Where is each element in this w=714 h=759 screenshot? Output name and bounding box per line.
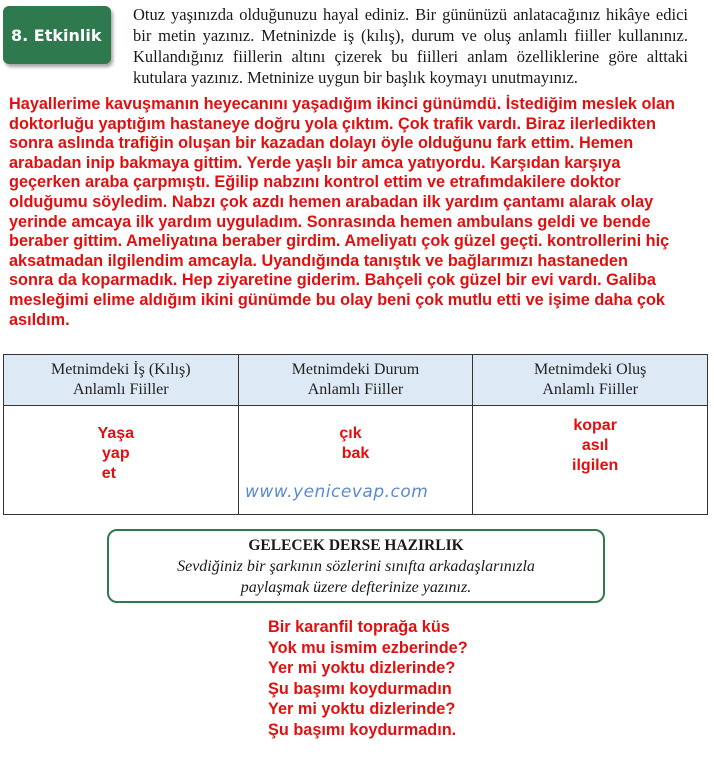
song-line: Şu başımı koydurmadın: [268, 679, 452, 698]
activity-label: 8. Etkinlik: [11, 25, 102, 45]
verb-item: kopar: [573, 417, 617, 434]
story-line: beraber gittim. Ameliyatına beraber girdim. Ameliyatı çok güzel geçti. kontrollerini hiç: [9, 232, 670, 251]
header-state-verbs: Metnimdeki Durum Anlamlı Fiiller: [238, 355, 473, 406]
prep-title: GELECEK DERSE HAZIRLIK: [248, 537, 464, 554]
prep-line: Sevdiğiniz bir şarkının sözlerini sınıfta arkadaşlarınızla: [177, 558, 535, 575]
song-line: Bir karanfil toprağa küs: [268, 618, 450, 636]
song-line: Şu başımı koydurmadın.: [268, 720, 457, 739]
header-action-verbs: Metnimdeki İş (Kılış) Anlamlı Fiiller: [4, 355, 239, 406]
story-line: yerinde amcaya ilk yardım uyguladım. Sonrasında hemen ambulans geldi ve bende: [9, 212, 651, 231]
prep-line: paylaşmak üzere defterinize yazınız.: [240, 579, 472, 596]
song-line: Yok mu ismim ezberinde?: [268, 638, 468, 657]
verb-item: et: [101, 465, 116, 482]
story-line: geçerken araba çarpmıştı. Eğilip nabzını kontrol ettim ve etrafımdakilere doktor: [9, 173, 621, 192]
verb-item: asıl: [581, 437, 609, 454]
story-line: arabadan inip bakmaya gittim. Yerde yaşlı bir amca yatıyordu. Karşıdan karşıya: [9, 153, 621, 172]
story-line: doktorluğu yaptığım hastaneye doğru yola çıktım. Çok trafik vardı. Biraz ilerledikten: [9, 114, 656, 133]
watermark: www.yenicevap.com: [245, 482, 429, 502]
verb-item: Yaşa: [97, 425, 135, 442]
verb-item: ilgilen: [572, 457, 619, 474]
story-line: mesleğimi elime aldığım ikini günümde bu olay beni çok mutlu etti ve işime daha çok: [9, 290, 665, 309]
song-line: Yer mi yoktu dizlerinde?: [268, 659, 456, 677]
verb-item: çık: [339, 425, 362, 442]
story-line: sonra aslında trafiğin oluşan bir kazadan dolayı öyle olduğunu fark ettim. Hemen: [9, 134, 634, 153]
song-lyrics: [268, 617, 468, 740]
verb-item: yap: [102, 445, 130, 462]
story-line: sonra da koparmadık. Hep ziyaretine giderim. Bahçeli çok güzel bir evi vardı. Galiba: [9, 271, 656, 290]
header-process-verbs: Metnimdeki Oluş Anlamlı Fiiller: [473, 355, 708, 406]
prep-box: [107, 529, 605, 603]
instruction-text: Otuz yaşınızda olduğunuzu hayal ediniz. Bir gününüzü anlatacağınız hikâye edici bir metin yazınız. Metninizde iş (kılış), durum ve oluş anlamlı fiiller kullanınız. Kullandığınız fiillerin altını çizerek bu fiilleri anlam özelliklerine göre alttaki kutulara yazınız. Metninize uygun bir başlık koymayı unutmayınız.: [133, 5, 688, 87]
cell-process-verbs: [473, 406, 708, 515]
story-line: asıldım.: [9, 310, 70, 329]
verb-item: bak: [341, 445, 370, 462]
story-line: aksatmadan ilgilendim amcayla. Uyandığında tanıştık ve bağlarımızı hastaneden: [9, 251, 628, 270]
story-line: Hayallerime kavuşmanın heyecanını yaşadığım ikinci günümdü. İstediğim meslek olan: [9, 95, 675, 113]
story-text: [9, 95, 709, 330]
cell-action-verbs: [4, 406, 239, 515]
activity-badge: [3, 6, 111, 64]
song-line: Yer mi yoktu dizlerinde?: [268, 700, 456, 718]
story-line: olduğumu söyledim. Nabzı çok azdı hemen arabadan ilk yardım çantamı alarak olay: [9, 192, 654, 211]
